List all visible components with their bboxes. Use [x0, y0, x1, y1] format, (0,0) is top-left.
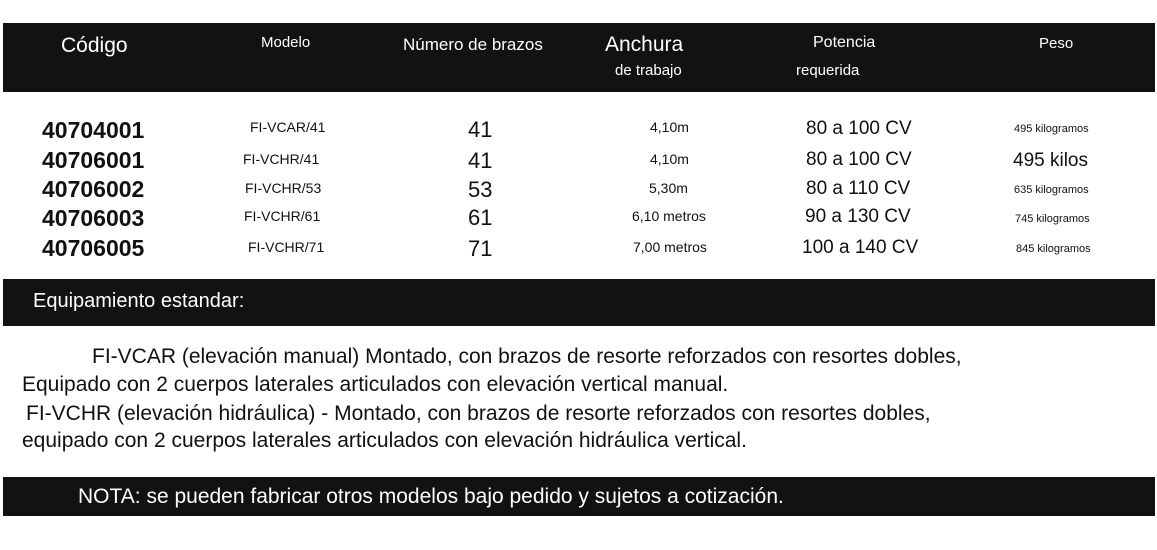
- header-potencia: Potencia: [813, 34, 876, 51]
- equipment-title: Equipamiento estandar:: [33, 290, 245, 312]
- cell-peso: 495 kilogramos: [1014, 123, 1089, 135]
- cell-modelo: FI-VCHR/53: [245, 180, 322, 196]
- cell-anchura: 7,00 metros: [633, 239, 707, 255]
- header-modelo: Modelo: [261, 34, 311, 51]
- cell-anchura: 5,30m: [649, 180, 688, 196]
- cell-potencia: 80 a 110 CV: [806, 178, 911, 199]
- cell-peso: 495 kilos: [1013, 150, 1088, 171]
- cell-anchura: 4,10m: [650, 151, 689, 167]
- cell-modelo: FI-VCHR/41: [243, 151, 320, 167]
- cell-peso: 745 kilogramos: [1015, 213, 1090, 225]
- cell-modelo: FI-VCHR/71: [248, 239, 325, 255]
- header-potencia-sub: requerida: [796, 62, 860, 79]
- header-brazos: Número de brazos: [403, 35, 543, 54]
- cell-codigo: 40706003: [42, 205, 145, 231]
- cell-potencia: 90 a 130 CV: [805, 206, 911, 227]
- cell-anchura: 4,10m: [650, 119, 689, 135]
- cell-brazos: 71: [468, 236, 493, 261]
- header-codigo: Código: [61, 34, 128, 57]
- equipment-line: equipado con 2 cuerpos laterales articulados con elevación hidráulica vertical.: [22, 429, 747, 452]
- cell-potencia: 80 a 100 CV: [806, 118, 912, 139]
- cell-brazos: 41: [468, 148, 493, 173]
- cell-modelo: FI-VCHR/61: [244, 208, 321, 224]
- header-anchura-sub: de trabajo: [615, 62, 682, 79]
- note-text: NOTA: se pueden fabricar otros modelos bajo pedido y sujetos a cotización.: [78, 485, 784, 508]
- cell-codigo: 40706001: [42, 147, 145, 173]
- cell-codigo: 40706005: [42, 235, 145, 261]
- cell-codigo: 40706002: [42, 176, 145, 202]
- equipment-line: Equipado con 2 cuerpos laterales articulados con elevación vertical manual.: [22, 373, 729, 396]
- equipment-line: FI-VCAR (elevación manual) Montado, con brazos de resorte reforzados con resortes dobles,: [92, 345, 962, 368]
- cell-brazos: 53: [468, 177, 493, 202]
- cell-peso: 635 kilogramos: [1014, 184, 1089, 196]
- cell-potencia: 80 a 100 CV: [806, 149, 912, 170]
- header-peso: Peso: [1039, 35, 1074, 52]
- cell-modelo: FI-VCAR/41: [250, 119, 326, 135]
- cell-peso: 845 kilogramos: [1016, 243, 1091, 255]
- header-anchura: Anchura: [605, 33, 684, 56]
- cell-codigo: 40704001: [42, 117, 145, 143]
- cell-anchura: 6,10 metros: [632, 208, 706, 224]
- cell-potencia: 100 a 140 CV: [802, 237, 919, 258]
- cell-brazos: 41: [468, 117, 493, 142]
- table-header-bar: [3, 23, 1155, 92]
- cell-brazos: 61: [468, 205, 493, 230]
- equipment-line: FI-VCHR (elevación hidráulica) - Montado, con brazos de resorte reforzados con resortes dobles,: [26, 402, 931, 425]
